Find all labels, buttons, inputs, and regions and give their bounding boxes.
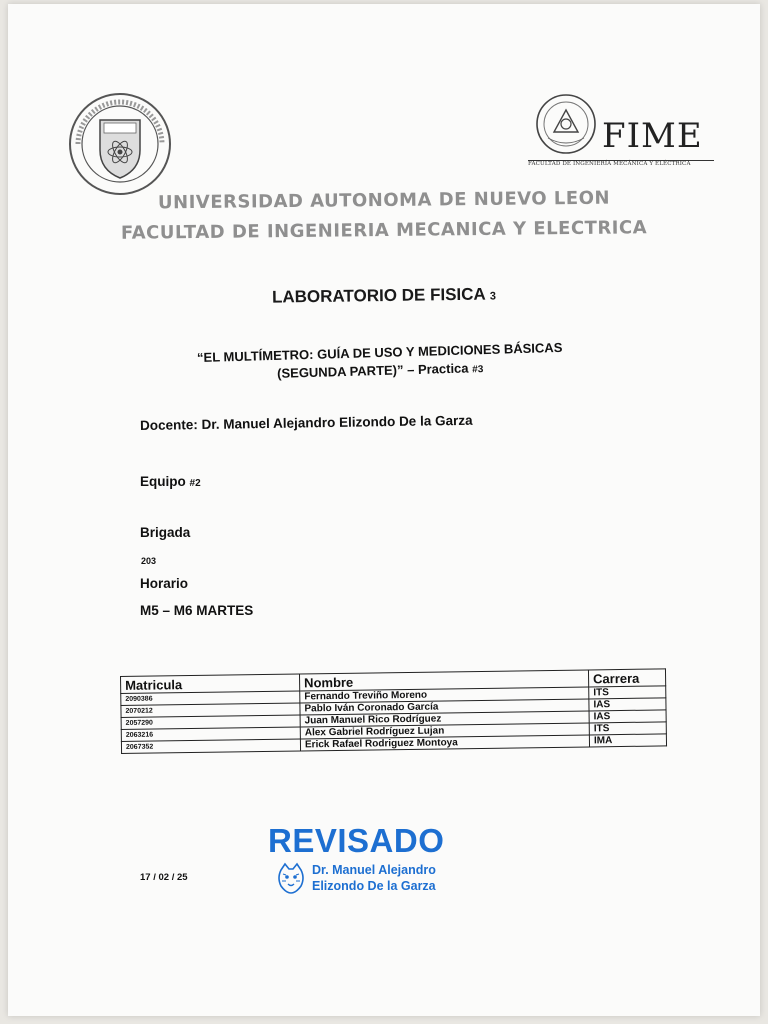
cell-matricula: 2057290 [121,715,300,729]
cell-carrera: ITS [589,686,666,699]
equipo-label: Equipo [140,474,186,489]
horario-value: M5 – M6 MARTES [140,603,254,618]
reviewer-name [312,862,436,894]
header-matricula: Matricula [121,674,300,693]
lab-number: 3 [489,290,497,303]
fime-subtitle: FACULTAD DE INGENIERÍA MECÁNICA Y ELÉCTRICA [528,161,691,167]
horario-label: Horario [140,576,189,591]
reviewed-stamp-title: REVISADO [268,822,445,859]
cell-carrera: IMA [589,734,666,747]
cell-matricula: 2070212 [121,703,300,717]
practice-title-line1: “EL MULTÍMETRO: GUÍA DE USO Y MEDICIONES BÁSICAS [196,339,563,366]
cell-carrera: IAS [589,710,666,723]
cell-carrera: IAS [589,698,666,711]
fime-seal-icon [534,92,598,156]
cell-matricula: 2063216 [121,727,300,741]
uanl-seal-icon [66,90,174,198]
document-date: 17 / 02 / 25 [140,872,188,883]
cell-nombre: Alex Gabriel Rodríguez Lujan [300,723,589,739]
cell-nombre: Fernando Treviño Moreno [300,687,589,703]
practice-number: #3 [472,364,484,376]
equipo-value: #2 [189,478,201,489]
fime-logo-text: FIME [602,116,703,156]
cell-nombre: Pablo Iván Coronado García [300,699,589,715]
cell-matricula: 2067352 [121,739,300,753]
header-nombre: Nombre [299,670,588,691]
cell-carrera: ITS [589,722,666,735]
equipo-line [140,474,201,489]
team-table [120,668,667,754]
cell-nombre: Juan Manuel Rico Rodríguez [300,711,589,727]
reviewer-name-line1: Dr. Manuel Alejandro [312,863,436,877]
tiger-mascot-icon [276,862,306,894]
header-carrera: Carrera [588,669,665,687]
cell-nombre: Erick Rafael Rodriguez Montoya [300,735,589,751]
university-name: UNIVERSIDAD AUTONOMA DE NUEVO LEON [157,187,611,214]
cell-matricula: 2090386 [121,691,300,705]
docente-line: Docente: Dr. Manuel Alejandro Elizondo De la Garza [139,412,473,433]
lab-title-text: LABORATORIO DE FISICA [271,284,486,307]
practice-subtitle: (SEGUNDA PARTE)” – Practica [276,360,469,381]
faculty-name: FACULTAD DE INGENIERIA MECANICA Y ELECTRICA [120,217,648,244]
reviewer-name-line2: Elizondo De la Garza [312,879,436,893]
brigada-label: Brigada [140,525,191,540]
brigada-value: 203 [141,556,157,566]
